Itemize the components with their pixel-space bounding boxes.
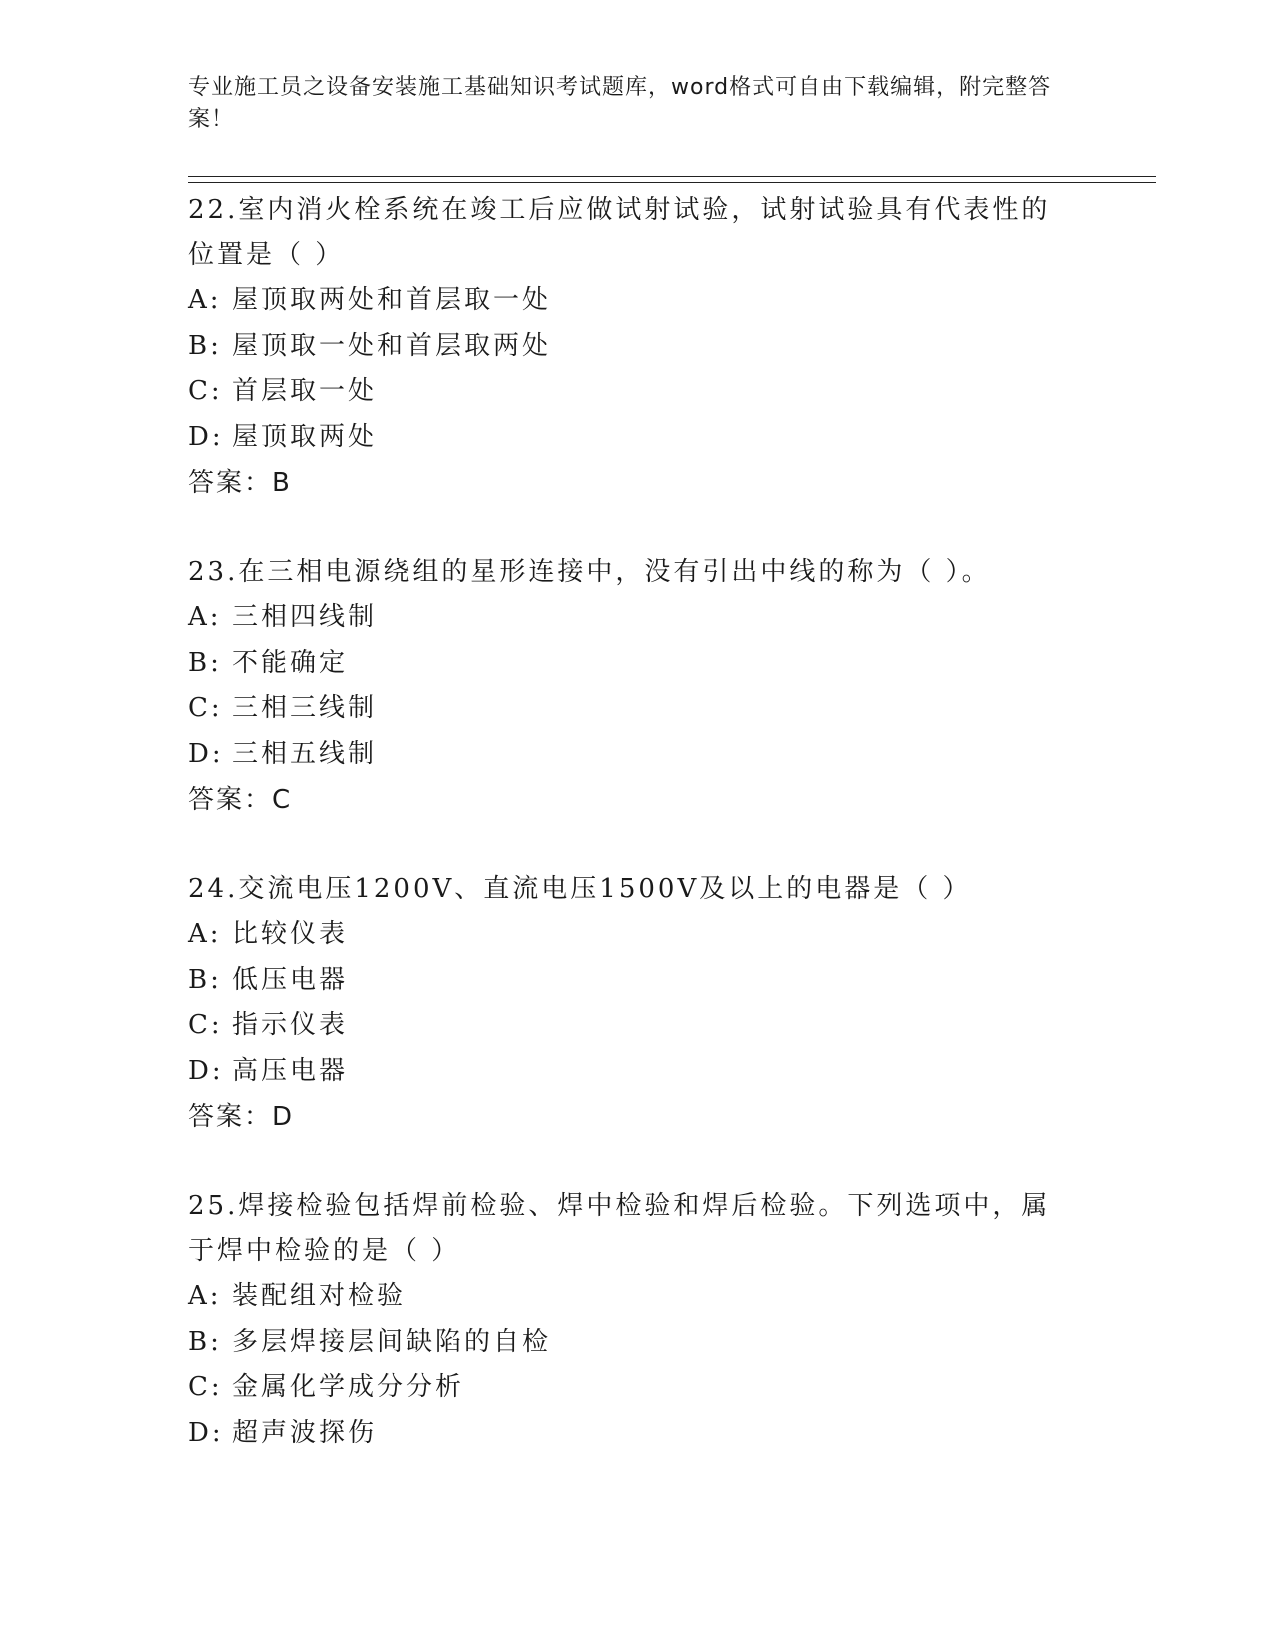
option-text: 装配组对检验	[232, 1281, 407, 1311]
option-d	[188, 732, 1068, 778]
option-text: 指示仪表	[232, 1010, 349, 1040]
option-text: 高压电器	[232, 1055, 349, 1086]
option-key: B:	[188, 647, 222, 678]
option-key: D:	[188, 421, 224, 452]
option-key: C:	[188, 1372, 223, 1402]
option-key: A:	[188, 285, 222, 315]
option-key: B:	[188, 330, 222, 361]
question-25	[188, 1184, 1068, 1456]
document-header: 专业施工员之设备安装施工基础知识考试题库，word格式可自由下载编辑，附完整答案！	[188, 75, 1052, 132]
option-text: 三相五线制	[232, 738, 378, 769]
header-divider-top	[188, 176, 1156, 177]
option-key: B:	[188, 1326, 222, 1357]
answer-line: 答案：D	[188, 1102, 295, 1132]
option-key: A:	[188, 919, 222, 949]
option-key: A:	[188, 602, 222, 632]
option-a	[188, 595, 1068, 641]
option-text: 屋顶取一处和首层取两处	[232, 330, 552, 361]
option-c	[188, 1365, 1068, 1411]
option-b	[188, 1320, 1068, 1366]
question-24	[188, 867, 1068, 1140]
option-key: C:	[188, 1010, 223, 1040]
option-text: 多层焊接层间缺陷的自检	[232, 1326, 552, 1357]
option-text: 首层取一处	[232, 376, 378, 406]
option-c	[188, 369, 1068, 415]
option-text: 金属化学成分分析	[232, 1372, 465, 1402]
question-stem: 23.在三相电源绕组的星形连接中，没有引出中线的称为（ ）。	[188, 557, 991, 587]
option-text: 不能确定	[232, 647, 349, 678]
option-text: 屋顶取两处	[232, 421, 378, 452]
option-text: 屋顶取两处和首层取一处	[232, 285, 552, 315]
option-key: D:	[188, 1055, 224, 1086]
option-text: 三相四线制	[232, 602, 378, 632]
option-key: A:	[188, 1281, 222, 1311]
option-c	[188, 1003, 1068, 1049]
question-stem: 25.焊接检验包括焊前检验、焊中检验和焊后检验。下列选项中，属于焊中检验的是（ ）	[188, 1191, 1051, 1266]
option-text: 三相三线制	[232, 693, 378, 723]
option-text: 低压电器	[232, 964, 349, 995]
header-divider-bottom	[188, 182, 1156, 183]
option-key: D:	[188, 1417, 224, 1448]
question-stem: 22.室内消火栓系统在竣工后应做试射试验，试射试验具有代表性的位置是（ ）	[188, 195, 1051, 270]
option-a	[188, 278, 1068, 324]
option-text: 超声波探伤	[232, 1417, 378, 1448]
option-b	[188, 958, 1068, 1004]
option-b	[188, 641, 1068, 687]
option-text: 比较仪表	[232, 919, 349, 949]
question-stem: 24.交流电压1200V、直流电压1500V及以上的电器是（ ）	[188, 874, 972, 904]
option-a	[188, 1274, 1068, 1320]
answer-line: 答案：B	[188, 468, 292, 498]
option-d	[188, 415, 1068, 461]
question-23	[188, 550, 1068, 823]
option-key: D:	[188, 738, 224, 769]
question-22	[188, 188, 1068, 506]
option-d	[188, 1049, 1068, 1095]
option-c	[188, 686, 1068, 732]
option-key: C:	[188, 693, 223, 723]
option-a	[188, 912, 1068, 958]
option-key: B:	[188, 964, 222, 995]
answer-line: 答案：C	[188, 785, 293, 815]
option-d	[188, 1411, 1068, 1457]
option-key: C:	[188, 376, 223, 406]
option-b	[188, 324, 1068, 370]
question-list	[188, 188, 1068, 1500]
